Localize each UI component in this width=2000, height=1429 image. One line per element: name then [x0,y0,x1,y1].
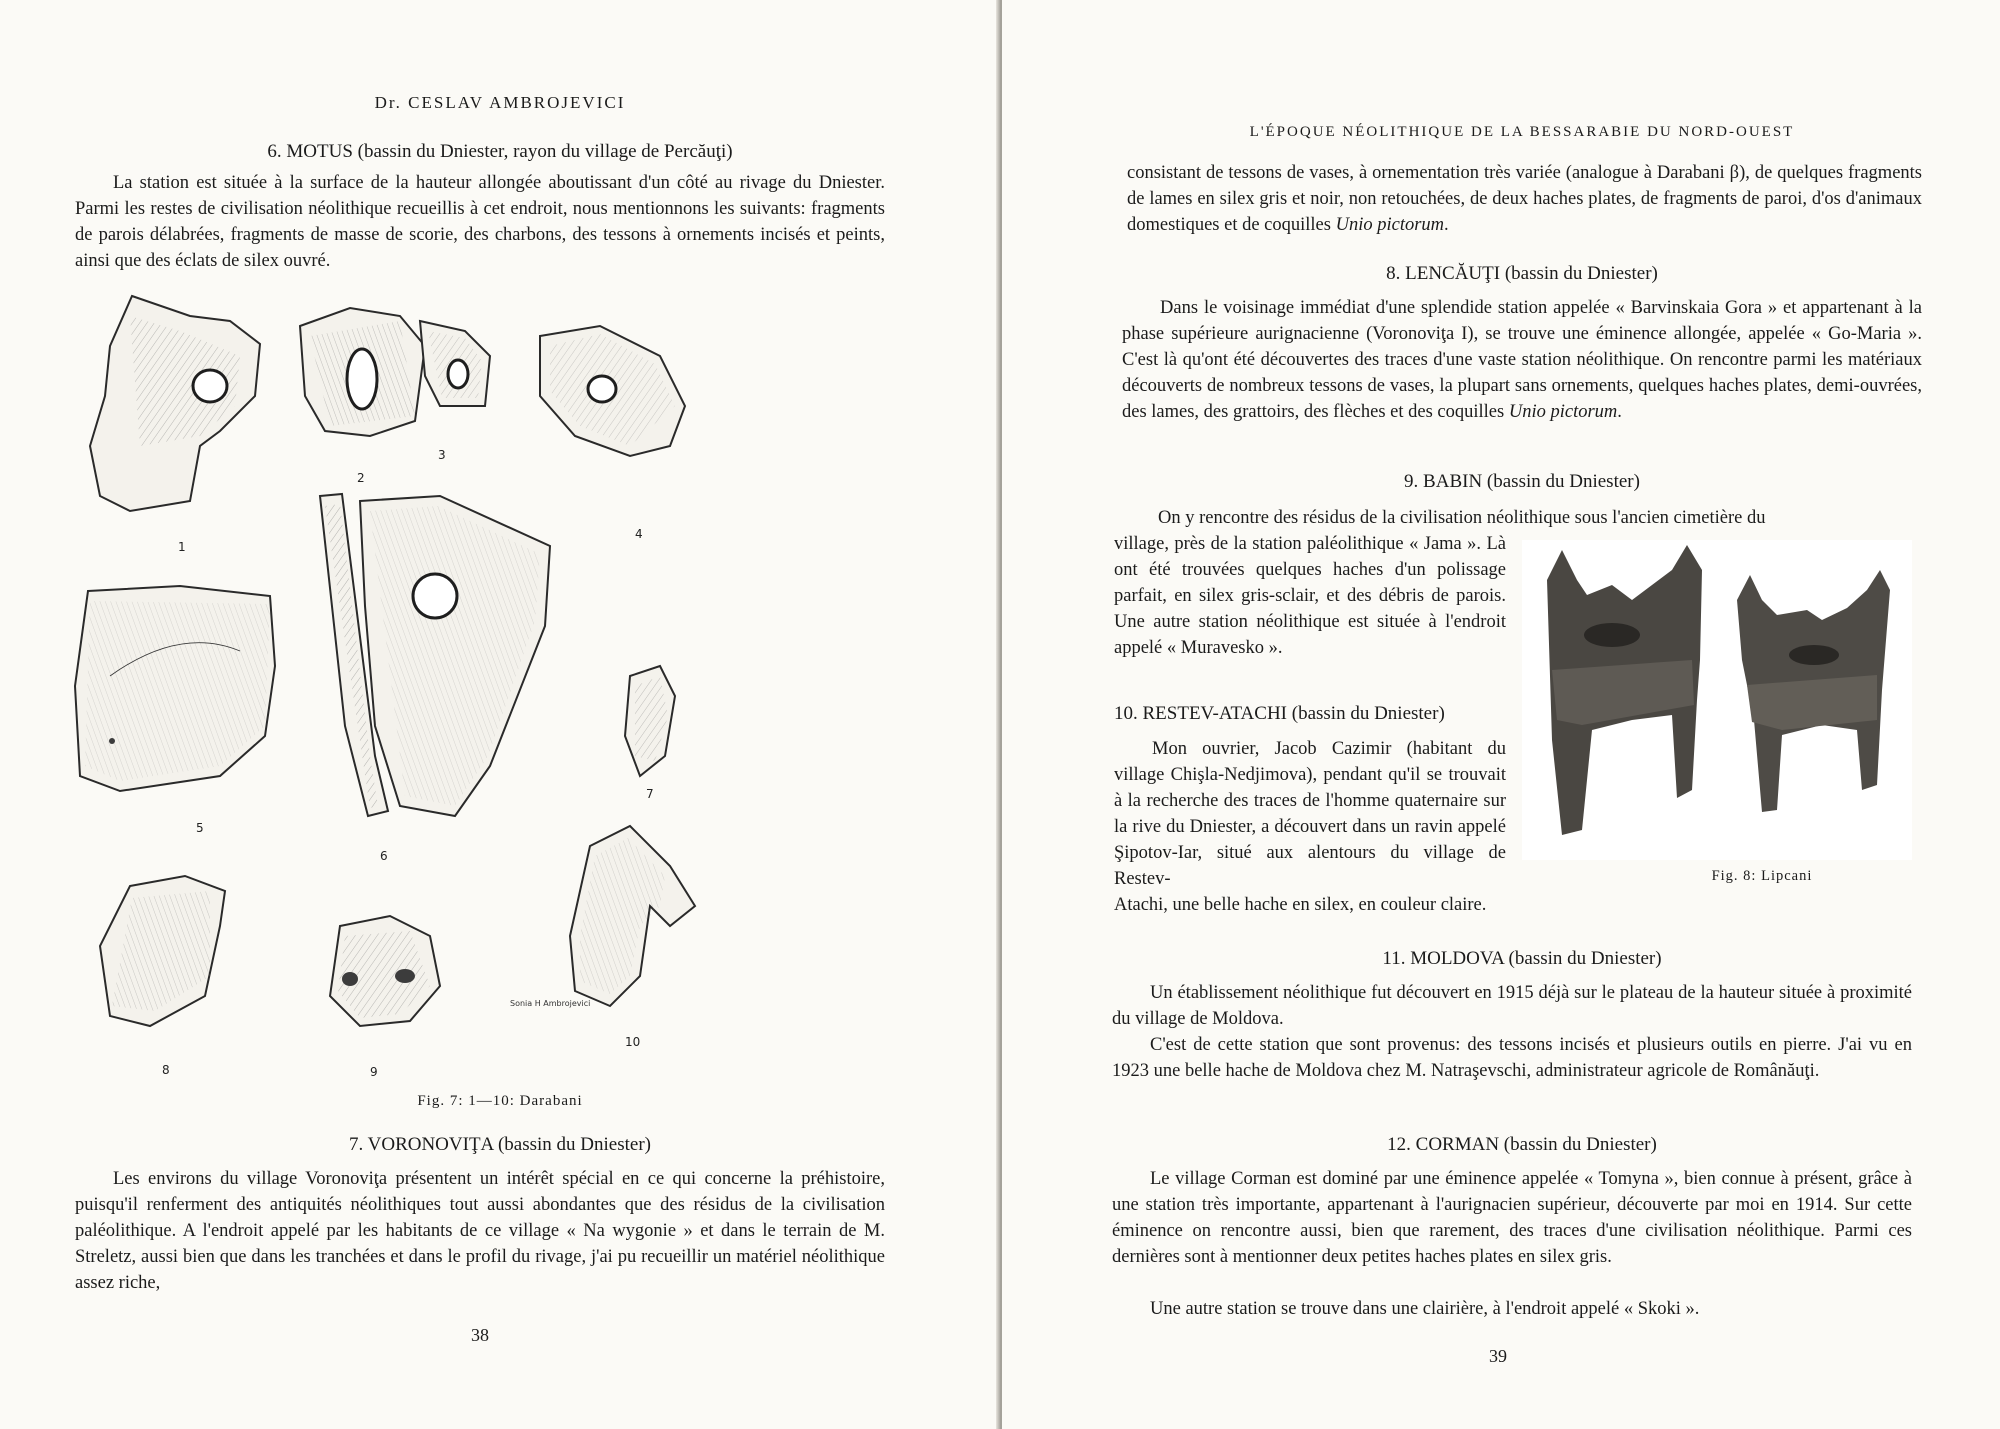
clay-object-2 [1737,570,1890,812]
section-8-heading: 8. LENCĂUŢI (bassin du Dniester) [1386,263,1658,284]
figure-7-caption: Fig. 7: 1—10: Darabani [417,1093,583,1109]
fragment-6 [320,494,550,863]
section-11-heading: 11. MOLDOVA (bassin du Dniester) [1382,948,1662,969]
section-12-heading: 12. CORMAN (bassin du Dniester) [1387,1134,1657,1155]
svg-text:2: 2 [357,471,365,485]
svg-text:1: 1 [178,540,186,554]
continuation-italic: Unio pictorum [1335,215,1445,235]
section-10-heading: 10. RESTEV-ATACHI (bassin du Dniester) [1114,703,1445,724]
section-12-p2: Une autre station se trouve dans une clairière, à l'endroit appelé « Skoki ». [1150,1299,1700,1319]
svg-text:7: 7 [646,787,654,801]
section-11-p2: C'est de cette station que sont provenus: des tessons incisés et plusieurs outils en pierre. J'ai vu en 1923 une belle hache de Moldova chez M. Natraşevschi, administrateur agricole de Românăuţi. [1112,1035,1912,1081]
fragment-5 [75,586,275,835]
fragment-7 [625,666,675,801]
svg-text:2: 2 [1804,749,1812,763]
figure-7-drawings [70,286,750,1076]
figure-8-caption: Fig. 8: Lipcani [1711,868,1813,884]
fragment-9 [330,916,440,1076]
page-number-left: 38 [471,1325,489,1345]
figure-8-photo [1522,540,1912,860]
fragment-10 [570,826,695,1049]
right-page [1002,0,2000,1429]
section-9-heading: 9. BABIN (bassin du Dniester) [1404,471,1640,492]
section-7-text: Les environs du village Voronoviţa présentent un intérêt spécial en ce qui concerne la préhistoire, puisqu'il renferment des antiquités néolithiques tout aussi abondantes que des résidus de la civilisation paléolithique. A l'endroit appelé par les habitants de ce village « Na wygonie » et dans le terrain de M. Streletz, aussi bien que dans les tranchées et dans le profil du rivage, j'ai pu recueillir un matériel néolithique assez riche, [75,1169,885,1293]
running-head-left: Dr. CESLAV AMBROJEVICI [374,93,626,112]
section-8-text-b: . [1617,402,1622,422]
section-11-p1: Un établissement néolithique fut découvert en 1915 déjà sur le plateau de la hauteur située à proximité du village de Moldova. [1112,983,1912,1029]
clay-object-1 [1547,545,1702,835]
svg-text:8: 8 [162,1063,170,1076]
continuation-text [1127,160,1922,238]
svg-text:9: 9 [370,1065,378,1076]
section-10-text: Mon ouvrier, Jacob Cazimir (habitant du village Chişla-Nedjimova), pendant qu'il se trouvait à la recherche des traces de l'homme quaternaire sur la rive du Dniester, a découvert dans un ravin appelé Şipotov-Iar, situé aux alentours du village de Restev- [1114,739,1506,889]
svg-text:5: 5 [196,821,204,835]
svg-text:6: 6 [380,849,388,863]
continuation-text-a: consistant de tessons de vases, à ornementation très variée (analogue à Darabani β), de quelques fragments de lames en silex gris et noir, non retouchées, de deux haches plates, de fragments de paroi, d'os d'animaux domestiques et de coquilles [1127,163,1922,235]
svg-text:3: 3 [438,448,446,462]
section-6-text: La station est située à la surface de la hauteur allongée aboutissant d'un côté au rivage du Dniester. Parmi les restes de civilisation néolithique recueillis à cet endroit, nous mentionnons les suivants: fragments de parois délabrées, fragments de masse de scorie, des charbons, des tessons à ornements incisés et peints, ainsi que des éclats de silex ouvré. [75,173,885,271]
section-6-heading: 6. MOTUS (bassin du Dniester, rayon du village de Percăuţi) [267,141,733,162]
section-9-first-line: On y rencontre des résidus de la civilisation néolithique sous l'ancien cimetière du [1158,508,1766,528]
section-10-last-line: Atachi, une belle hache en silex, en couleur claire. [1114,895,1487,915]
section-8-text-a: Dans le voisinage immédiat d'une splendide station appelée « Barvinskaia Gora » et appartenant à la phase supérieure aurignacienne (Voronoviţa I), se trouve une éminence allongée, appelée « Go-Maria ». C'est là qu'ont été découvertes des traces d'une vaste station néolithique. On rencontre parmi les matériaux découverts de nombreux tessons de vases, la plupart sans ornements, quelques haches plates, demi-ouvrées, des lames, des grattoirs, des flèches et des coquilles [1122,298,1922,422]
artist-signature: Sonia H Ambrojevici [510,999,591,1008]
section-9-text: village, près de la station paléolithique « Jama ». Là ont été trouvées quelques haches d'un polissage parfait, en silex gris-sclair, et des débris de parois. Une autre station néolithique est située à l'endroit appelé « Muravesko ». [1114,534,1506,658]
section-8-text [1122,295,1922,425]
section-12-p1: Le village Corman est dominé par une éminence appelée « Tomyna », bien connue à présent, grâce à une station très importante, appartenant à l'aurignacien supérieur, découverte par moi en 1914. Sur cette éminence on rencontre aussi, bien que rarement, des traces d'une civilisation néolithique. Parmi ces dernières sont à mentionner deux petites haches plates en silex gris. [1112,1169,1912,1267]
fragment-2 [300,308,425,485]
section-8-italic: Unio pictorum [1508,402,1618,422]
svg-text:4: 4 [635,527,643,541]
section-7-heading: 7. VORONOVIŢA (bassin du Dniester) [348,1134,652,1155]
fragment-3 [420,321,490,462]
fragment-4 [540,326,685,541]
fragment-1 [90,296,260,554]
svg-text:10: 10 [625,1035,641,1049]
running-head-right: L'ÉPOQUE NÉOLITHIQUE DE LA BESSARABIE DU NORD-OUEST [1249,124,1795,140]
continuation-text-b: . [1444,215,1449,235]
page-number-right: 39 [1489,1346,1507,1366]
svg-text:1: 1 [1617,784,1625,798]
fragment-8 [100,876,225,1076]
